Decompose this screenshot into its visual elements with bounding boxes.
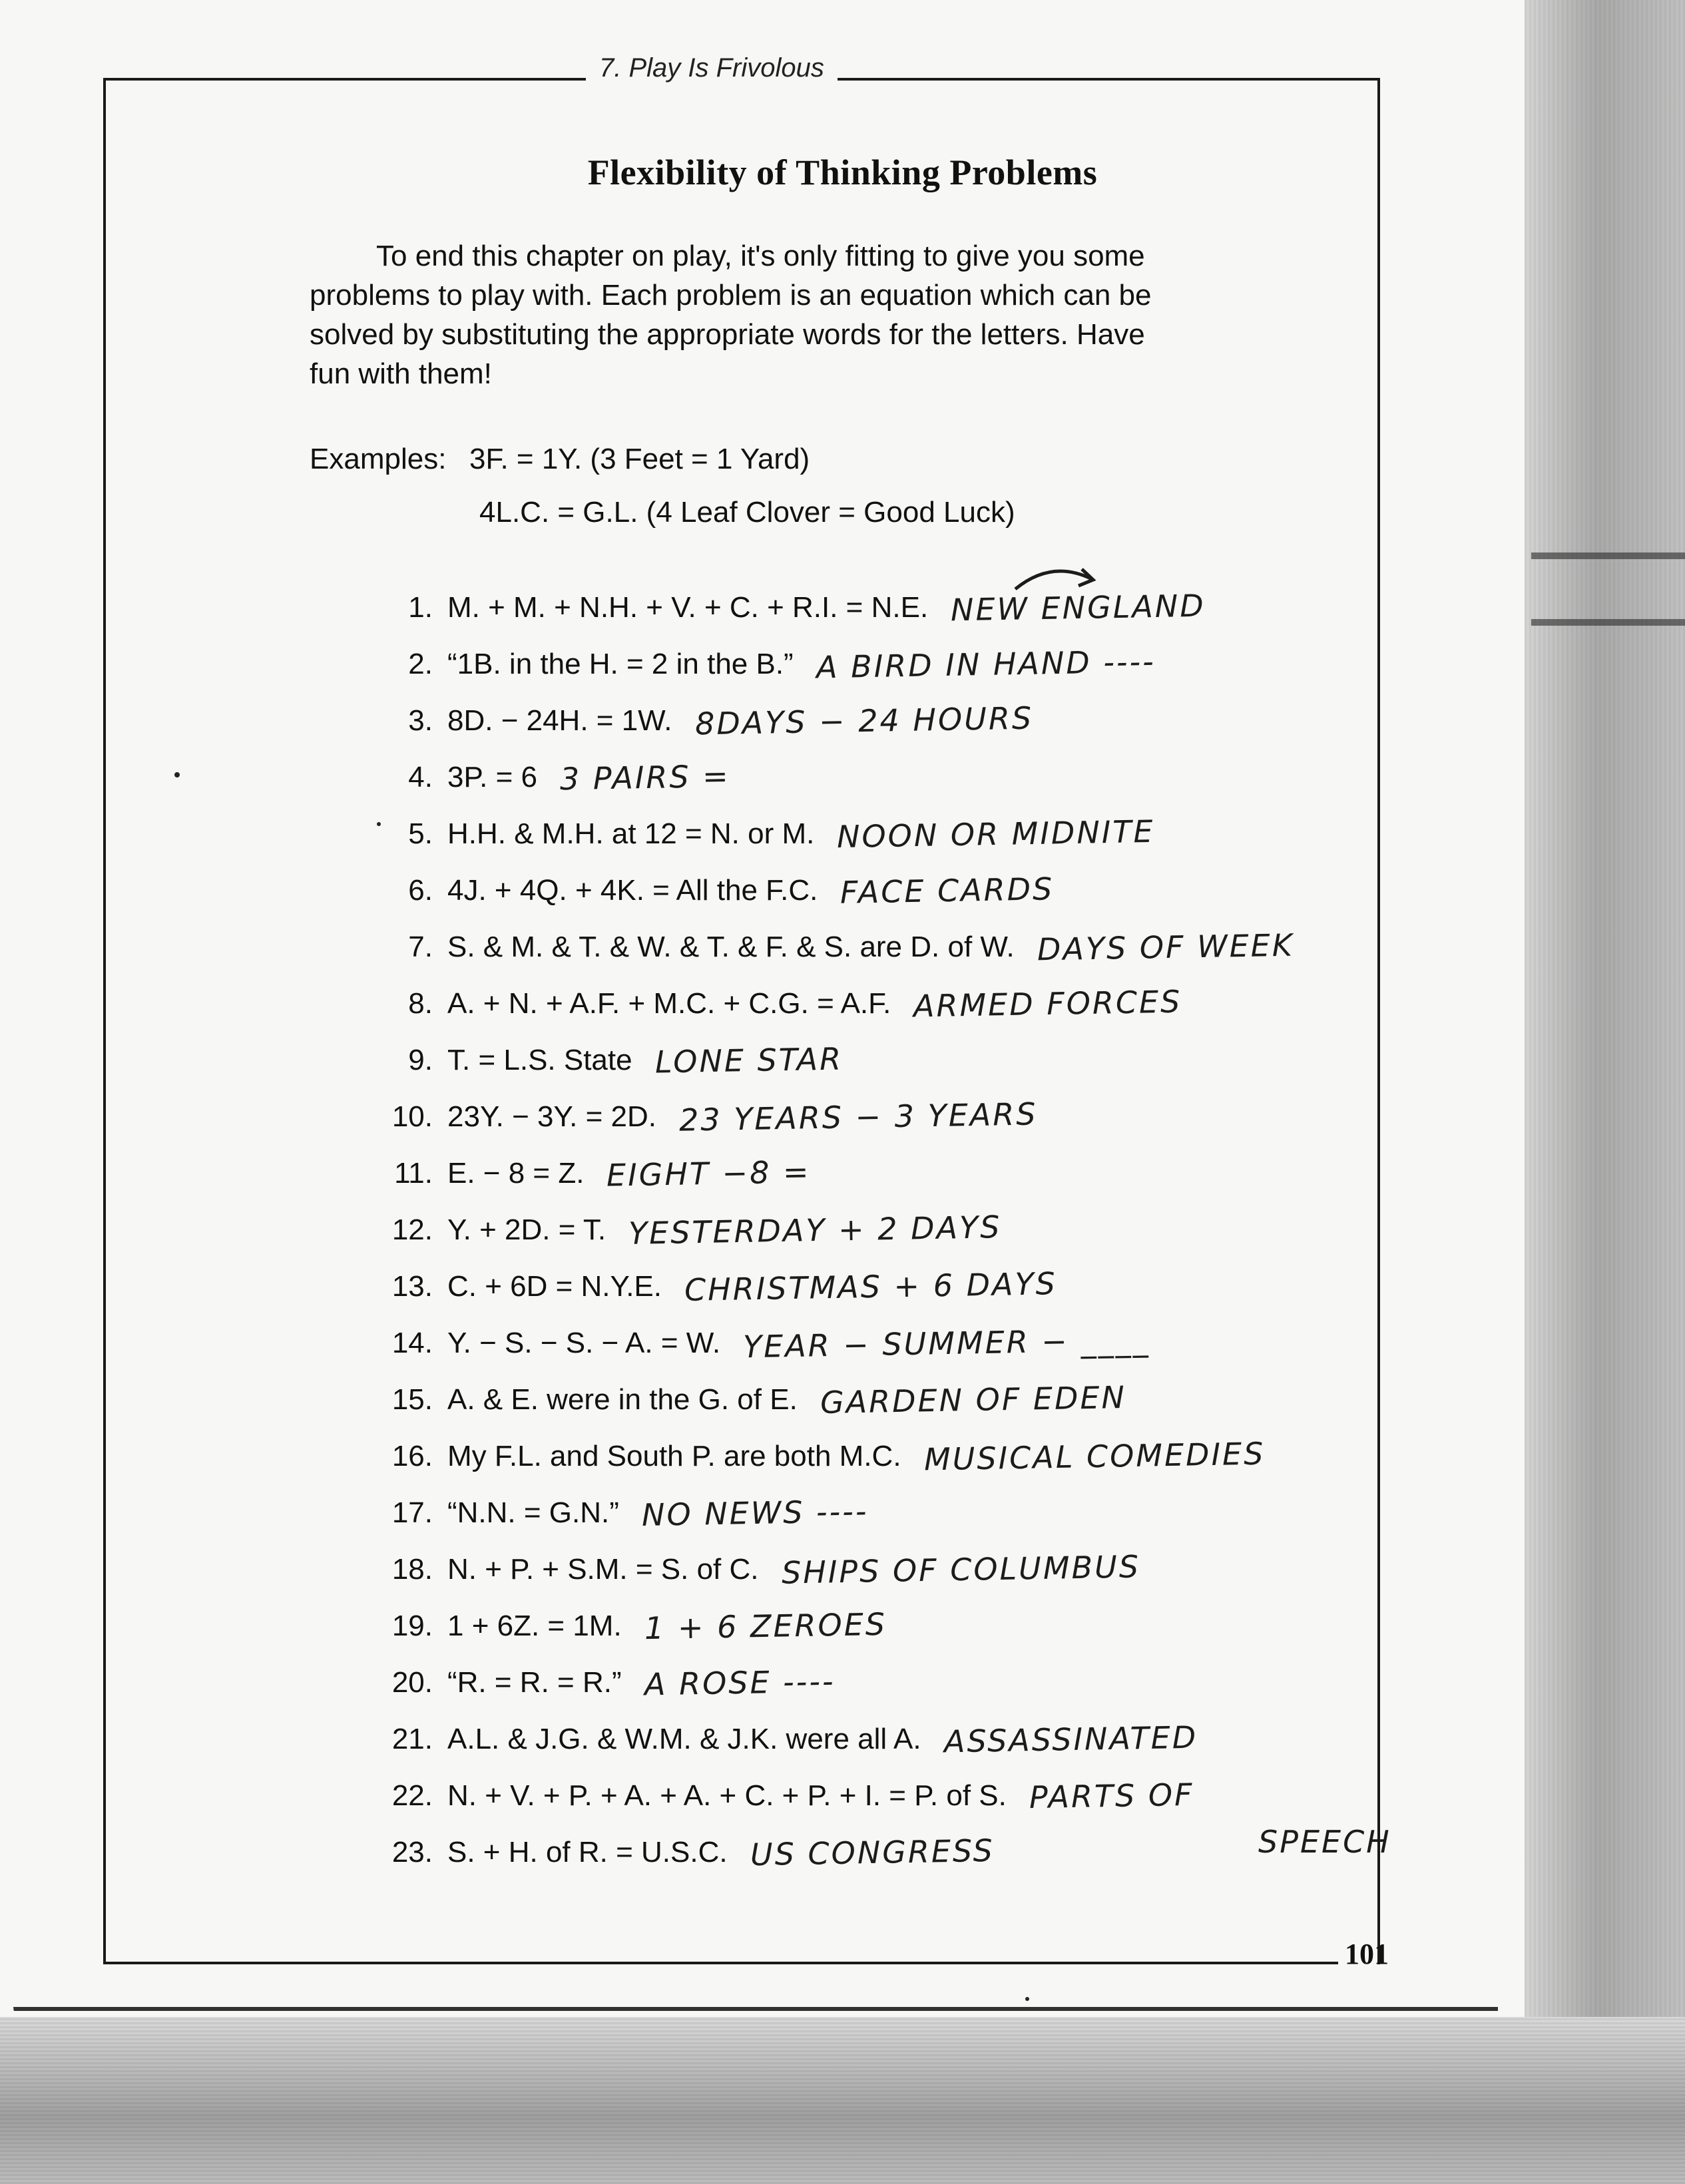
problem-equation: Y. − S. − S. − A. = W.: [447, 1326, 721, 1359]
problem-equation: 23Y. − 3Y. = 2D.: [447, 1100, 656, 1133]
problem-equation: N. + P. + S.M. = S. of C.: [447, 1552, 759, 1586]
problem-equation: A. & E. were in the G. of E.: [447, 1383, 798, 1416]
page-number: 101: [1345, 1938, 1389, 1970]
handwritten-answer: A BIRD IN HAND ----: [816, 643, 1156, 685]
problem-equation: Y. + 2D. = T.: [447, 1213, 606, 1246]
problem-number: 17.: [391, 1496, 433, 1529]
handwritten-answer: 8DAYS − 24 HOURS: [694, 700, 1033, 742]
problem-item: [373, 1371, 1294, 1428]
problem-number: 9.: [408, 1043, 433, 1076]
problem-item: [373, 1032, 1294, 1088]
problem-number: 1.: [408, 590, 433, 624]
handwritten-answer: ASSASSINATED: [943, 1719, 1198, 1759]
problem-equation: “N.N. = G.N.”: [447, 1496, 619, 1529]
page-title: Flexibility of Thinking Problems: [587, 152, 1098, 192]
problem-item: [373, 1145, 1294, 1201]
problem-equation: 3P. = 6: [447, 760, 537, 793]
handwritten-answer: ARMED FORCES: [913, 983, 1183, 1024]
handwritten-answer: NOON OR MIDNITE: [836, 813, 1156, 855]
example-row: [310, 433, 1015, 486]
problem-item: [373, 1711, 1294, 1767]
scan-edge-mark: [1531, 552, 1685, 559]
scan-bottom-edge: [0, 2017, 1685, 2184]
problem-number: 20.: [391, 1665, 433, 1699]
problem-number: 16.: [391, 1439, 433, 1472]
problem-equation: M. + M. + N.H. + V. + C. + R.I. = N.E.: [447, 590, 929, 624]
problem-equation: 1 + 6Z. = 1M.: [447, 1609, 622, 1642]
problem-item: [373, 579, 1294, 636]
problem-item: [373, 1484, 1294, 1541]
problem-number: 7.: [408, 930, 433, 963]
problem-equation: S. + H. of R. = U.S.C.: [447, 1835, 728, 1868]
problem-number: 21.: [391, 1722, 433, 1755]
problem-equation: 4J. + 4Q. + 4K. = All the F.C.: [447, 873, 818, 907]
problem-number: 10.: [391, 1100, 433, 1133]
scan-edge-mark: [1531, 619, 1685, 626]
page-bottom-edge: [13, 2007, 1498, 2022]
problem-equation: S. & M. & T. & W. & T. & F. & S. are D. of W.: [447, 930, 1015, 963]
problem-item: [373, 1541, 1294, 1598]
problem-number: 6.: [408, 873, 433, 907]
handwritten-answer-continuation: SPEECH: [1258, 1824, 1391, 1860]
problem-equation: “1B. in the H. = 2 in the B.”: [447, 647, 794, 680]
handwritten-answer: MUSICAL COMEDIES: [923, 1435, 1266, 1477]
problem-item: [373, 1428, 1294, 1484]
problem-item: [373, 749, 1294, 805]
examples: [310, 433, 1015, 539]
handwritten-answer: LONE STAR: [654, 1040, 843, 1080]
handwritten-answer: YEAR − SUMMER − ____: [742, 1321, 1150, 1365]
problem-number: 3.: [408, 704, 433, 737]
problem-item: [373, 919, 1294, 975]
problem-item: [373, 1598, 1294, 1654]
problem-item: [373, 636, 1294, 692]
problem-item: [373, 862, 1294, 919]
problem-number: 14.: [391, 1326, 433, 1359]
handwritten-answer: PARTS OF: [1029, 1776, 1194, 1815]
problem-item: [373, 805, 1294, 862]
problem-number: 4.: [408, 760, 433, 793]
problem-number: 22.: [391, 1779, 433, 1812]
example-item: 3F. = 1Y. (3 Feet = 1 Yard): [469, 443, 810, 475]
handwritten-answer: A ROSE ----: [644, 1663, 836, 1702]
problem-equation: T. = L.S. State: [447, 1043, 632, 1076]
page-frame-bottom: [103, 1962, 1338, 1964]
problem-number: 5.: [408, 817, 433, 850]
problem-number: 2.: [408, 647, 433, 680]
problem-number: 19.: [391, 1609, 433, 1642]
handwritten-answer: NO NEWS ----: [641, 1492, 869, 1533]
problem-equation: H.H. & M.H. at 12 = N. or M.: [447, 817, 815, 850]
problem-number: 8.: [408, 986, 433, 1020]
problem-item: [373, 1824, 1294, 1880]
handwritten-answer: EIGHT −8 =: [606, 1153, 812, 1194]
handwritten-answer: CHRISTMAS + 6 DAYS: [684, 1265, 1058, 1308]
problem-equation: N. + V. + P. + A. + A. + C. + P. + I. = P. of S.: [447, 1779, 1007, 1812]
scan-right-edge: [1525, 0, 1685, 2184]
problem-item: [373, 1767, 1294, 1824]
problem-item: [373, 975, 1294, 1032]
handwritten-answer: 23 YEARS − 3 YEARS: [678, 1095, 1038, 1138]
handwritten-answer: FACE CARDS: [840, 870, 1055, 911]
problem-equation: “R. = R. = R.”: [447, 1665, 622, 1699]
problem-number: 23.: [391, 1835, 433, 1868]
example-row: [310, 486, 1015, 539]
problem-equation: E. − 8 = Z.: [447, 1156, 585, 1190]
handwritten-answer: US CONGRESS: [750, 1832, 995, 1872]
example-item: 4L.C. = G.L. (4 Leaf Clover = Good Luck): [479, 496, 1015, 529]
problem-equation: 8D. − 24H. = 1W.: [447, 704, 672, 737]
problem-equation: A. + N. + A.F. + M.C. + C.G. = A.F.: [447, 986, 891, 1020]
problem-number: 13.: [391, 1269, 433, 1303]
problem-item: [373, 1654, 1294, 1711]
running-head: 7. Play Is Frivolous: [586, 53, 838, 83]
problem-number: 18.: [391, 1552, 433, 1586]
problem-item: [373, 1088, 1294, 1145]
handwritten-answer: NEW ENGLAND: [950, 587, 1206, 628]
problem-equation: A.L. & J.G. & W.M. & J.K. were all A.: [447, 1722, 921, 1755]
handwritten-answer: YESTERDAY + 2 DAYS: [628, 1208, 1002, 1251]
problem-number: 15.: [391, 1383, 433, 1416]
examples-label: Examples:: [310, 443, 447, 475]
problem-number: 12.: [391, 1213, 433, 1246]
problem-item: [373, 1201, 1294, 1258]
handwritten-answer: SHIPS OF COLUMBUS: [781, 1548, 1140, 1591]
problem-item: [373, 692, 1294, 749]
problem-item: [373, 1258, 1294, 1315]
problem-list: [373, 579, 1294, 1880]
handwritten-answer: 1 + 6 ZEROES: [644, 1606, 887, 1646]
intro-paragraph: To end this chapter on play, it's only fitting to give you some problems to play with. Each problem is an equation which can be solved by substituting the appropriate words for the letters. Have fun with them!: [310, 240, 1152, 390]
problem-item: [373, 1315, 1294, 1371]
handwritten-answer: DAYS OF WEEK: [1037, 927, 1295, 967]
problem-number: 11.: [394, 1156, 433, 1190]
problem-equation: My F.L. and South P. are both M.C.: [447, 1439, 901, 1472]
handwritten-answer: GARDEN OF EDEN: [820, 1379, 1127, 1420]
handwritten-answer: 3 PAIRS =: [559, 758, 731, 797]
problem-equation: C. + 6D = N.Y.E.: [447, 1269, 662, 1303]
